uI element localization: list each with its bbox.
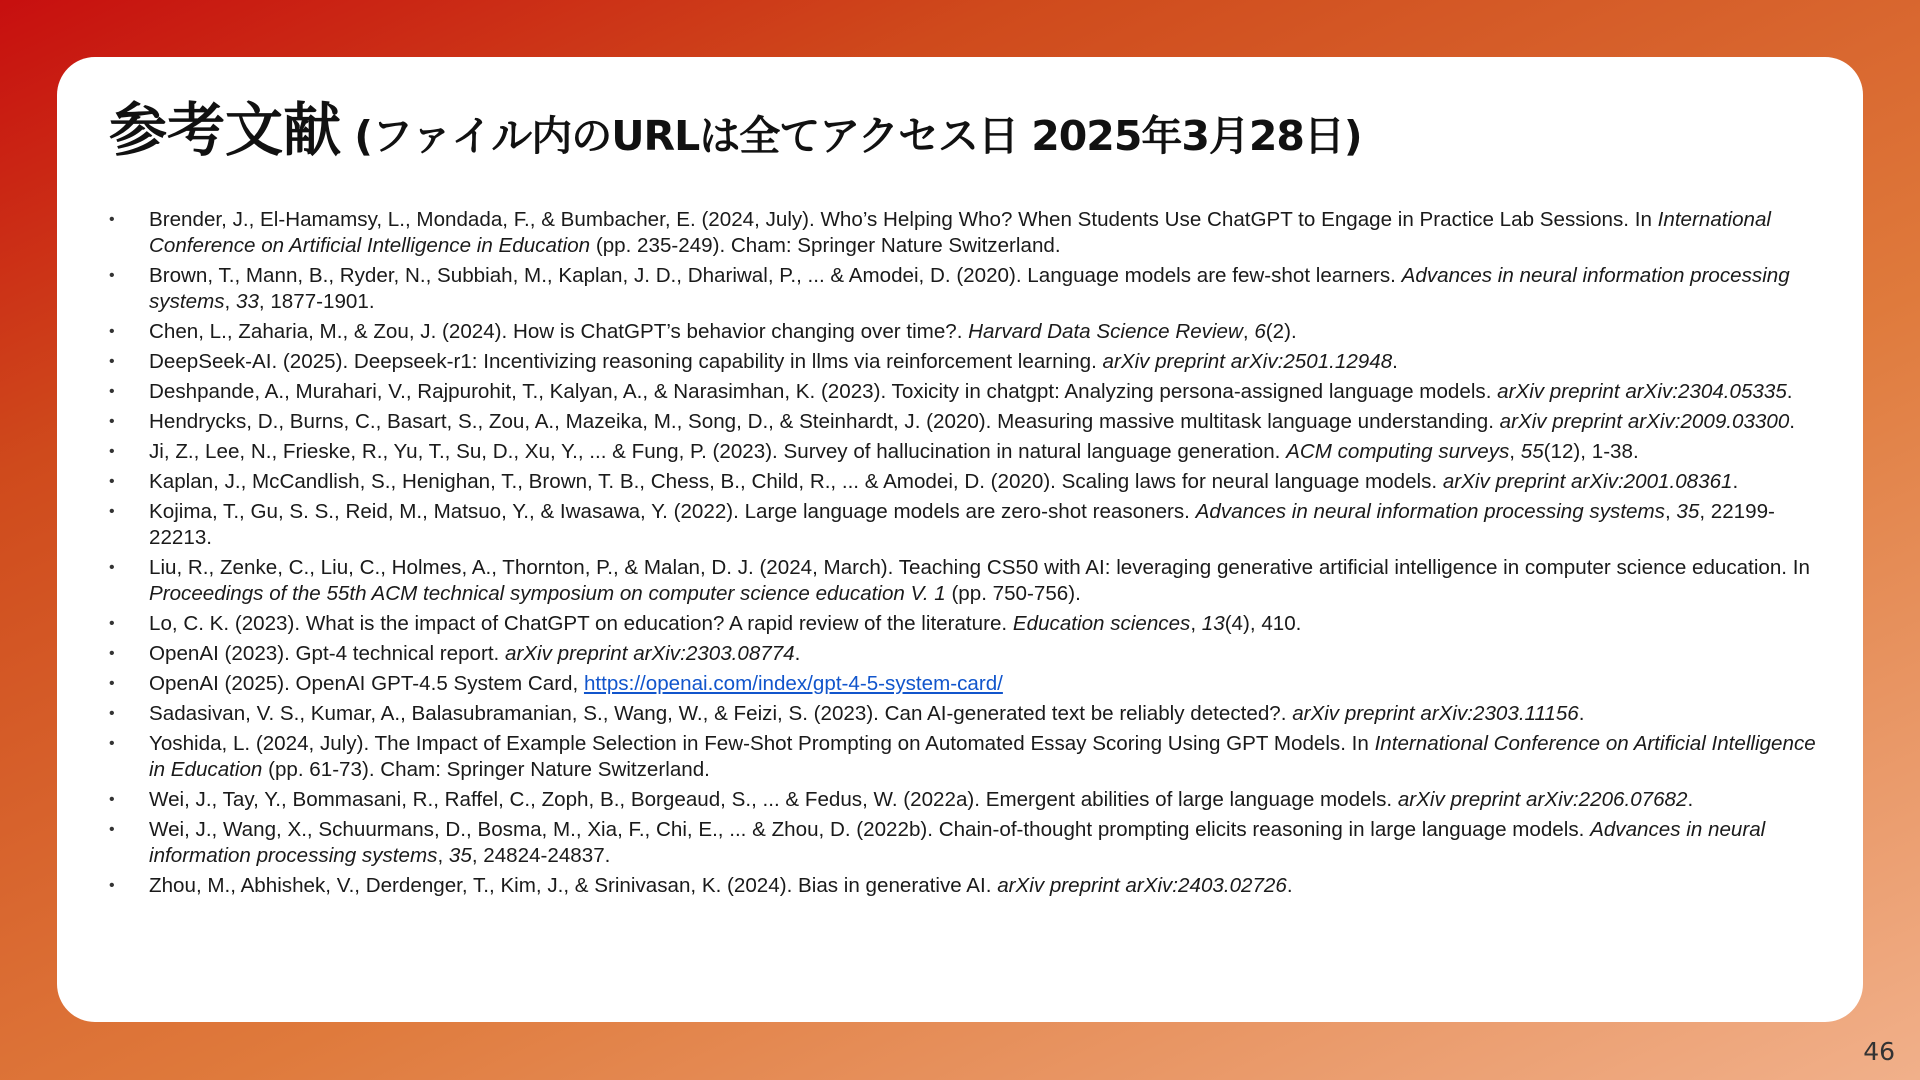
reference-text: , (1664, 499, 1677, 523)
reference-item (149, 787, 1823, 813)
reference-italic-text: Education sciences (1012, 611, 1191, 635)
reference-text: Liu, R., Zenke, C., Liu, C., Holmes, A., Thornton, P., & Malan, D. J. (2024, March). Teaching CS50 with AI: leveraging generative artificial intelligence in computer science education. In (149, 555, 1810, 579)
reference-italic-text: ACM computing surveys (1286, 439, 1510, 463)
reference-text: . (1732, 469, 1739, 493)
reference-link[interactable]: https://openai.com/index/gpt-4-5-system-card/ (583, 671, 1003, 695)
page-number: 46 (1863, 1037, 1895, 1066)
reference-text: , (1509, 439, 1521, 463)
reference-item (149, 641, 1823, 667)
reference-text: Ji, Z., Lee, N., Frieske, R., Yu, T., Su, D., Xu, Y., ... & Fung, P. (2023). Survey of hallucination in natural language generation. (149, 439, 1287, 463)
reference-text: Hendrycks, D., Burns, C., Basart, S., Zou, A., Mazeika, M., Song, D., & Steinhardt, J. (2020). Measuring massive multitask language understanding. (149, 409, 1500, 433)
reference-text: Brender, J., El-Hamamsy, L., Mondada, F., & Bumbacher, E. (2024, July). Who’s Helping Who? When Students Use ChatGPT to Engage in Practice Lab Sessions. In (149, 207, 1658, 231)
reference-list (109, 207, 1823, 899)
reference-italic-text: 6 (1254, 319, 1266, 343)
reference-text: , 1877-1901. (258, 289, 375, 313)
reference-text: . (1786, 379, 1793, 403)
reference-item (149, 349, 1823, 375)
reference-text: . (1286, 873, 1293, 897)
reference-text: . (1789, 409, 1796, 433)
reference-italic-text: arXiv preprint arXiv:2303.11156 (1292, 701, 1579, 725)
reference-italic-text: arXiv preprint arXiv:2501.12948 (1102, 349, 1393, 373)
reference-italic-text: International Conference on Artificial Intelligence in Education (149, 731, 1816, 781)
reference-item (149, 555, 1823, 607)
reference-text: Kaplan, J., McCandlish, S., Henighan, T., Brown, T. B., Chess, B., Child, R., ... & Amodei, D. (2020). Scaling laws for neural language models. (149, 469, 1443, 493)
reference-item (149, 499, 1823, 551)
reference-text: . (1687, 787, 1694, 811)
reference-italic-text: arXiv preprint arXiv:2303.08774 (505, 641, 795, 665)
reference-italic-text: arXiv preprint arXiv:2304.05335 (1497, 379, 1787, 403)
reference-italic-text: 55 (1520, 439, 1544, 463)
reference-text: . (1578, 701, 1585, 725)
reference-item (149, 701, 1823, 727)
reference-text: OpenAI (2025). OpenAI GPT-4.5 System Card, (149, 671, 584, 695)
reference-text: , (437, 843, 449, 867)
reference-text: Sadasivan, V. S., Kumar, A., Balasubramanian, S., Wang, W., & Feizi, S. (2023). Can AI-generated text be reliably detected?. (149, 701, 1293, 725)
reference-italic-text: 35 (1676, 499, 1700, 523)
reference-item (149, 379, 1823, 405)
reference-italic-text: arXiv preprint arXiv:2001.08361 (1442, 469, 1733, 493)
reference-italic-text: Advances in neural information processing systems (149, 817, 1766, 867)
reference-text: , (1190, 611, 1202, 635)
reference-text: . (794, 641, 801, 665)
reference-italic-text: 33 (235, 289, 259, 313)
reference-item (149, 207, 1823, 259)
reference-item (149, 873, 1823, 899)
reference-text: Wei, J., Wang, X., Schuurmans, D., Bosma, M., Xia, F., Chi, E., ... & Zhou, D. (2022b). Chain-of-thought prompting elicits reasoning in large language models. (149, 817, 1591, 841)
slide-card (57, 57, 1863, 1022)
reference-text: DeepSeek-AI. (2025). Deepseek-r1: Incentivizing reasoning capability in llms via reinforcement learning. (149, 349, 1103, 373)
reference-text: (pp. 61-73). Cham: Springer Nature Switzerland. (262, 757, 710, 781)
reference-italic-text: 13 (1201, 611, 1225, 635)
reference-item (149, 263, 1823, 315)
reference-text: Deshpande, A., Murahari, V., Rajpurohit, T., Kalyan, A., & Narasimhan, K. (2023). Toxicity in chatgpt: Analyzing persona-assigned language models. (149, 379, 1498, 403)
reference-text: , (1242, 319, 1255, 343)
reference-text: , 24824-24837. (471, 843, 611, 867)
reference-item (149, 671, 1823, 697)
reference-text: Zhou, M., Abhishek, V., Derdenger, T., Kim, J., & Srinivasan, K. (2024). Bias in generative AI. (149, 873, 998, 897)
reference-text: Brown, T., Mann, B., Ryder, N., Subbiah, M., Kaplan, J. D., Dhariwal, P., ... & Amodei, D. (2020). Language models are few-shot learners. (149, 263, 1402, 287)
slide-title (109, 97, 1823, 164)
reference-text: Yoshida, L. (2024, July). The Impact of Example Selection in Few-Shot Prompting on Automated Essay Scoring Using GPT Models. In (149, 731, 1375, 755)
reference-text: , (224, 289, 236, 313)
reference-text: , 22199-22213. (149, 499, 1775, 549)
reference-item (149, 319, 1823, 345)
reference-item (149, 731, 1823, 783)
reference-italic-text: Harvard Data Science Review (968, 319, 1243, 343)
title-main: 参考文献 (109, 96, 342, 164)
reference-item (149, 817, 1823, 869)
reference-item (149, 409, 1823, 435)
reference-italic-text: arXiv preprint arXiv:2009.03300 (1499, 409, 1790, 433)
reference-text: (12), 1-38. (1543, 439, 1639, 463)
reference-italic-text: 35 (448, 843, 472, 867)
reference-text: (4), 410. (1224, 611, 1302, 635)
title-subtitle: (ファイル内のURLは全てアクセス日 2025年3月28日) (341, 112, 1362, 160)
reference-text: . (1392, 349, 1398, 373)
reference-italic-text: Advances in neural information processing systems (149, 263, 1790, 313)
reference-item (149, 611, 1823, 637)
reference-italic-text: Proceedings of the 55th ACM technical symposium on computer science education V. 1 (149, 581, 946, 605)
reference-text: (pp. 235-249). Cham: Springer Nature Switzerland. (590, 233, 1061, 257)
reference-italic-text: arXiv preprint arXiv:2403.02726 (997, 873, 1287, 897)
reference-item (149, 439, 1823, 465)
reference-text: Chen, L., Zaharia, M., & Zou, J. (2024). How is ChatGPT’s behavior changing over time?. (149, 319, 969, 343)
reference-text: Wei, J., Tay, Y., Bommasani, R., Raffel, C., Zoph, B., Borgeaud, S., ... & Fedus, W. (2022a). Emergent abilities of large language models. (149, 787, 1398, 811)
reference-italic-text: Advances in neural information processing systems (1195, 499, 1665, 523)
reference-italic-text: arXiv preprint arXiv:2206.07682 (1397, 787, 1688, 811)
reference-text: (pp. 750-756). (945, 581, 1081, 605)
reference-item (149, 469, 1823, 495)
reference-text: Kojima, T., Gu, S. S., Reid, M., Matsuo, Y., & Iwasawa, Y. (2022). Large language models are zero-shot reasoners. (149, 499, 1196, 523)
reference-italic-text: International Conference on Artificial Intelligence in Education (149, 207, 1772, 257)
reference-text: OpenAI (2023). Gpt-4 technical report. (149, 641, 505, 665)
reference-text: (2). (1265, 319, 1297, 343)
reference-text: Lo, C. K. (2023). What is the impact of ChatGPT on education? A rapid review of the literature. (149, 611, 1013, 635)
